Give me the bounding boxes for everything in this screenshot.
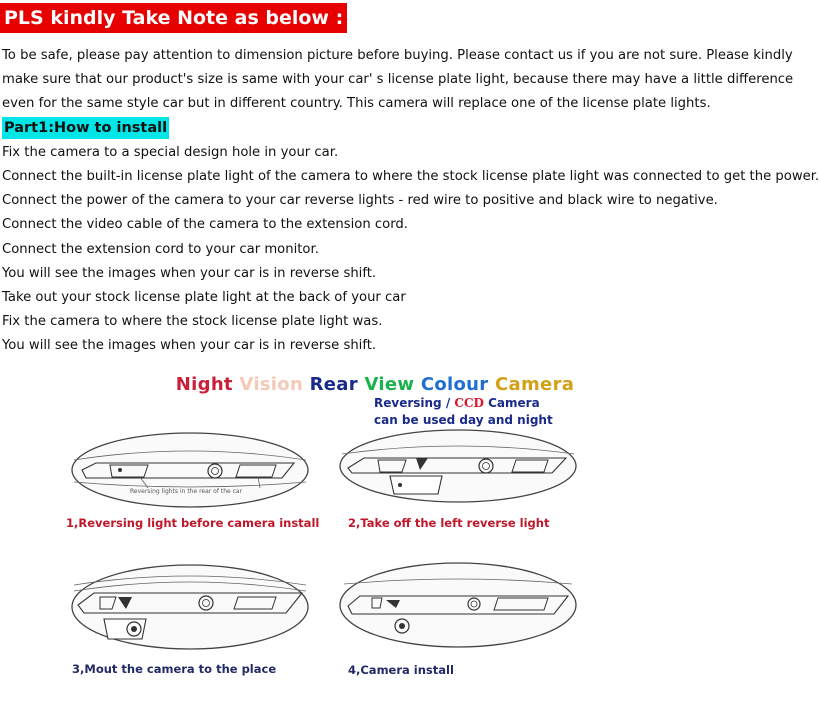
install-step: Connect the extension cord to your car monitor. [2,241,319,257]
intro-line: To be safe, please pay attention to dimension picture before buying. Please contact us if you are not sure. Please kindly [2,48,793,63]
title-word: Vision [239,374,310,395]
figure-3-mount-camera [70,563,310,653]
caption-step-4: 4,Camera install [348,663,454,677]
diagram-subtitle [374,396,540,410]
title-word: Camera [495,374,575,395]
install-step: Connect the built-in license plate light of the camera to where the stock license plate light was connected to get the power. [2,168,820,184]
figure-4-installed [338,560,578,650]
subtitle-ccd: CCD [454,396,484,410]
caption-step-3: 3,Mout the camera to the place [72,662,277,676]
install-step: You will see the images when your car is in reverse shift. [2,265,377,281]
caption-step-2: 2,Take off the left reverse light [348,516,550,530]
install-step: Connect the video cable of the camera to the extension cord. [2,217,408,233]
caption-step-1: 1,Reversing light before camera install [66,516,320,530]
figure-2-remove-light [338,428,578,508]
install-step: Fix the camera to a special design hole in your car. [2,144,339,160]
subtitle-camera: Camera [483,396,540,410]
title-word: Rear [309,374,365,395]
title-word: Night [175,374,240,395]
instructions [2,44,818,358]
title-word: Colour [420,374,496,395]
diagram-subtitle-line2: can be used day and night [374,413,553,427]
diagram-title [0,374,750,395]
subtitle-reversing: Reversing / [374,396,451,410]
title-word: View [364,374,421,395]
install-step: Fix the camera to where the stock license plate light was. [2,314,383,330]
install-step: You will see the images when your car is in reverse shift. [2,338,377,354]
part1-title: Part1:How to install [2,117,169,139]
notice-banner: PLS kindly Take Note as below : [0,3,347,33]
figure-1-plate-before [70,430,310,510]
intro-line: even for the same style car but in different country. This camera will replace one of the license plate lights. [2,96,711,112]
intro-line: make sure that our product's size is same with your car' s license plate light, because there may have a little difference [2,72,794,88]
reversing-lights-label: Reversing lights in the rear of the car [130,488,243,495]
install-step: Connect the power of the camera to your car reverse lights - red wire to positive and black wire to negative. [2,193,718,209]
install-step: Take out your stock license plate light at the back of your car [2,289,406,305]
